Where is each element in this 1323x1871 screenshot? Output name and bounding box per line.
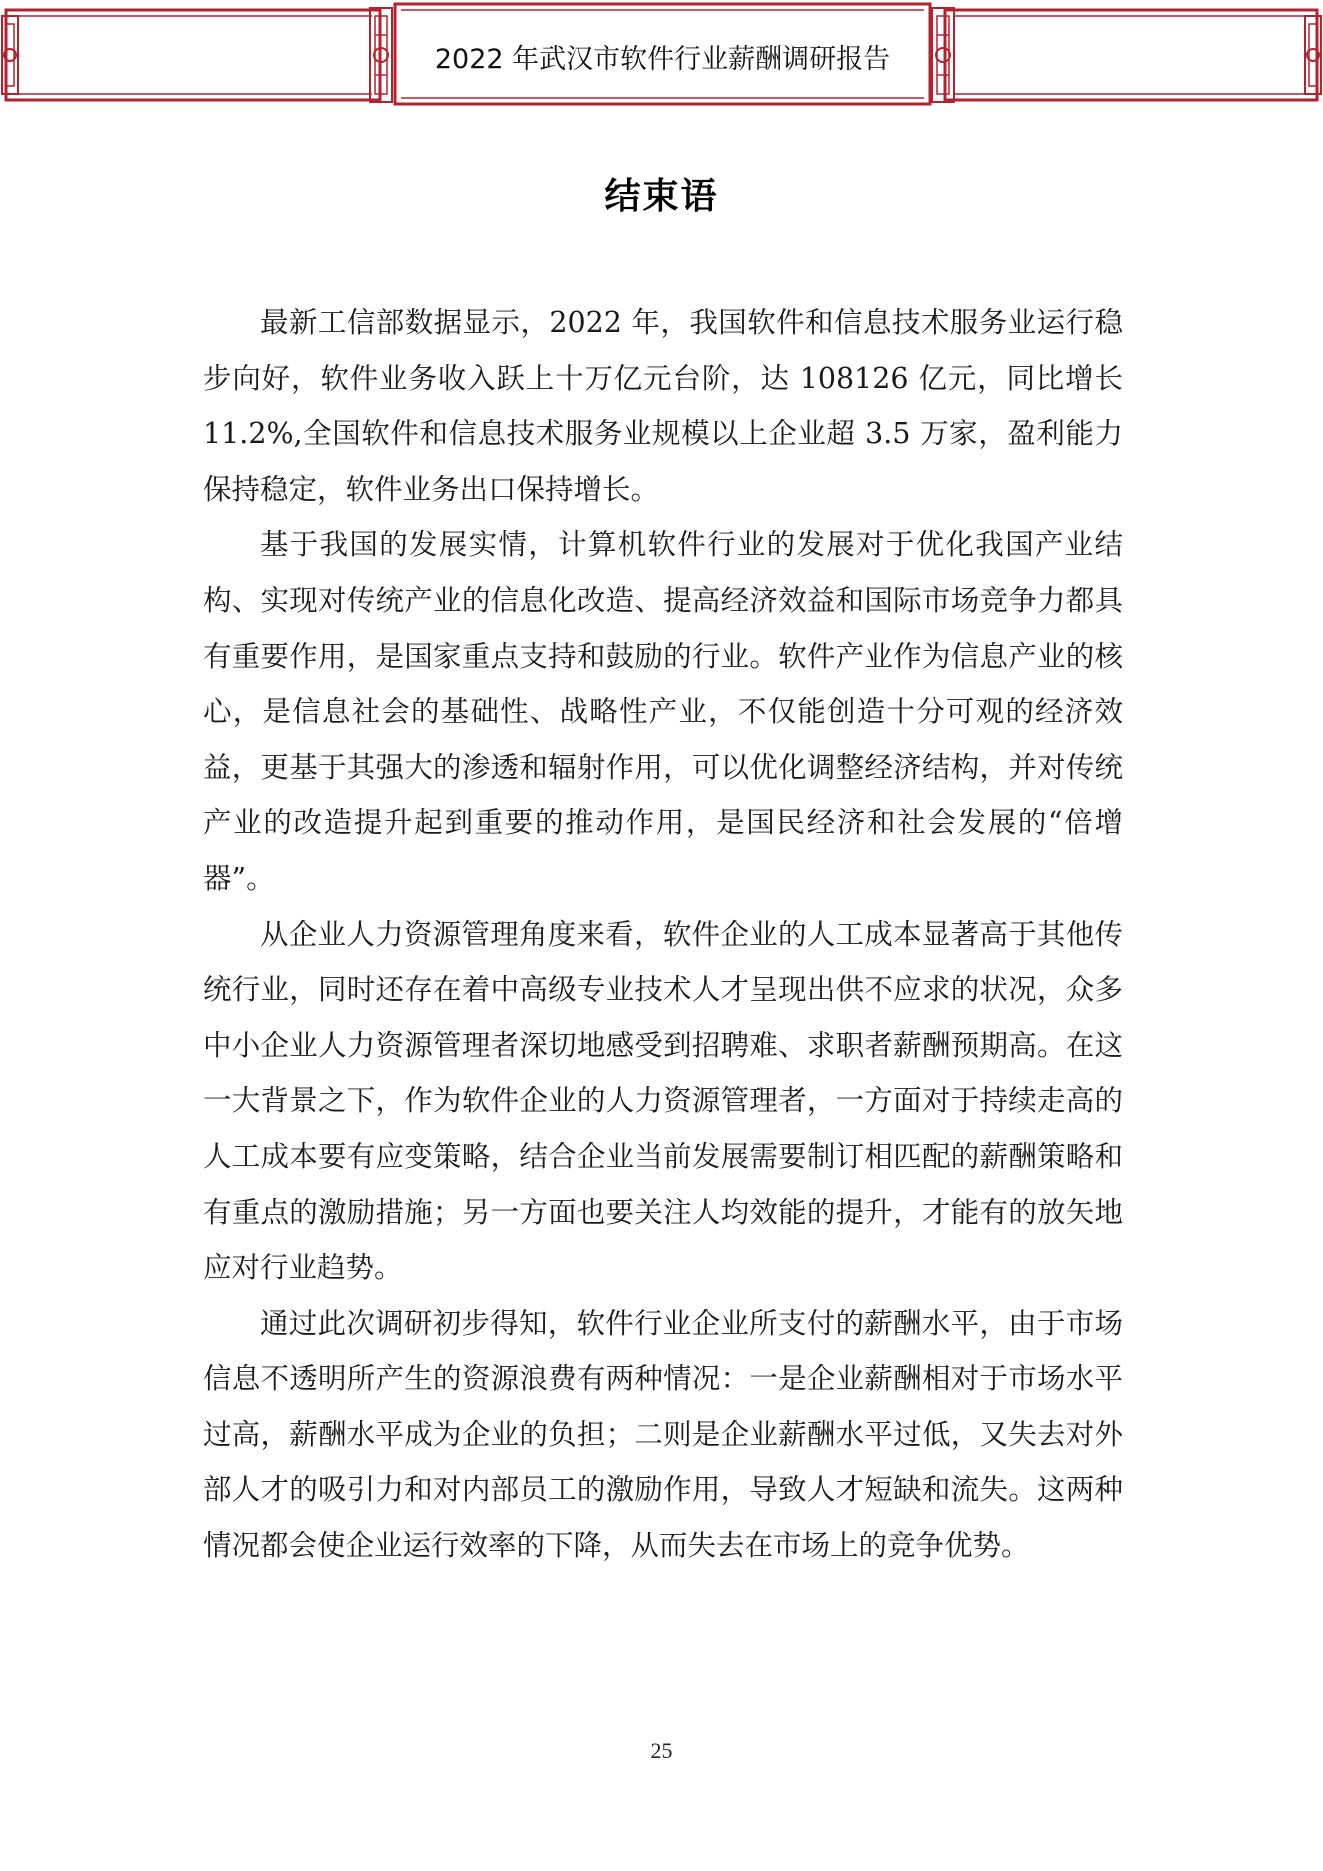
body-text: [203, 295, 1123, 1574]
header-banner: [0, 0, 1323, 110]
header-title: 2022 年武汉市软件行业薪酬调研报告: [434, 44, 891, 75]
paragraph-2: 基于我国的发展实情，计算机软件行业的发展对于优化我国产业结构、实现对传统产业的信息化改造、提高经济效益和国际市场竞争力都具有重要作用，是国家重点支持和鼓励的行业。软件产业作为信息产业的核心，是信息社会的基础性、战略性产业，不仅能创造十分可观的经济效益，更基于其强大的渗透和辐射作用，可以优化调整经济结构，并对传统产业的改造提升起到重要的推动作用，是国民经济和社会发展的“倍增器”。: [203, 528, 1123, 895]
page-number: 25: [650, 1738, 673, 1763]
paragraph-1: 最新工信部数据显示，2022 年，我国软件和信息技术服务业运行稳步向好，软件业务收入跃上十万亿元台阶，达 108126 亿元，同比增长 11.2%,全国软件和信息技术服务业规模以上企业超 3.5 万家，盈利能力保持稳定，软件业务出口保持增长。: [203, 306, 1123, 506]
page-title: 结束语: [604, 176, 719, 217]
paragraph-3: 从企业人力资源管理角度来看，软件企业的人工成本显著高于其他传统行业，同时还存在着中高级专业技术人才呈现出供不应求的状况，众多中小企业人力资源管理者深切地感受到招聘难、求职者薪酬预期高。在这一大背景之下，作为软件企业的人力资源管理者，一方面对于持续走高的人工成本要有应变策略，结合企业当前发展需要制订相匹配的薪酬策略和有重点的激励措施；另一方面也要关注人均效能的提升，才能有的放矢地应对行业趋势。: [203, 917, 1123, 1285]
paragraph-4: 通过此次调研初步得知，软件行业企业所支付的薪酬水平，由于市场信息不透明所产生的资源浪费有两种情况：一是企业薪酬相对于市场水平过高，薪酬水平成为企业的负担；二则是企业薪酬水平过低，又失去对外部人才的吸引力和对内部员工的激励作用，导致人才短缺和流失。这两种情况都会使企业运行效率的下降，从而失去在市场上的竞争优势。: [203, 1306, 1123, 1563]
